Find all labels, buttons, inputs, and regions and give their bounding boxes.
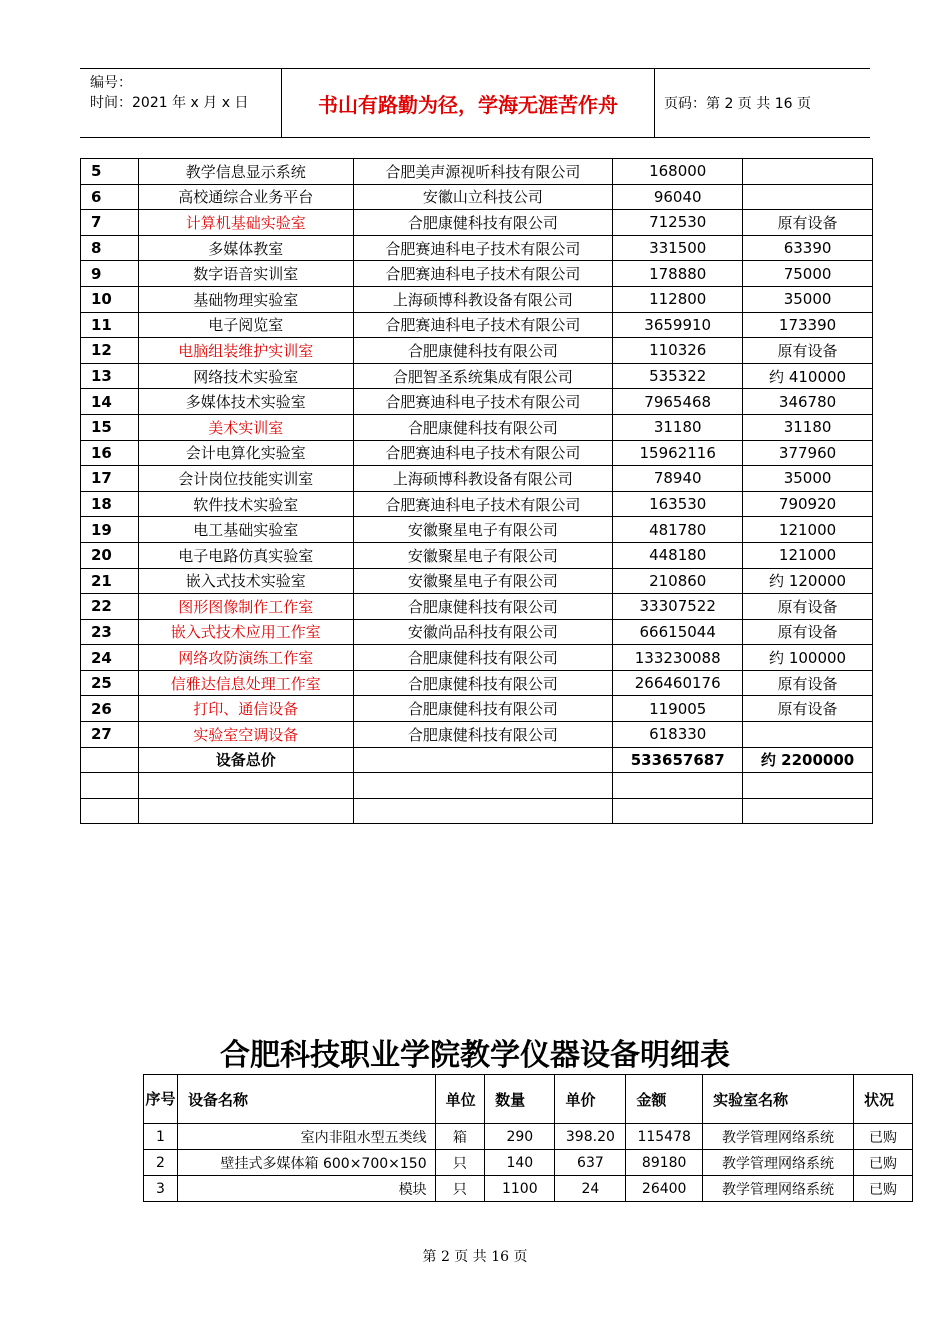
total-blank bbox=[353, 747, 613, 773]
room-name: 数字语音实训室 bbox=[138, 261, 353, 287]
table-row bbox=[81, 696, 873, 722]
column-header: 单位 bbox=[435, 1075, 485, 1124]
cell-lab: 教学管理网络系统 bbox=[703, 1176, 854, 1202]
note-value: 原有设备 bbox=[743, 670, 873, 696]
column-header: 数量 bbox=[485, 1075, 555, 1124]
table-row bbox=[81, 722, 873, 748]
cell-price: 24 bbox=[555, 1176, 626, 1202]
column-header: 实验室名称 bbox=[703, 1075, 854, 1124]
note-value: 346780 bbox=[743, 389, 873, 415]
amount-value: 3659910 bbox=[613, 312, 743, 338]
row-number: 5 bbox=[81, 159, 139, 185]
company-name: 合肥赛迪科电子技术有限公司 bbox=[353, 261, 613, 287]
company-name: 合肥康健科技有限公司 bbox=[353, 722, 613, 748]
equipment-detail-table bbox=[143, 1074, 913, 1202]
cell-seq: 1 bbox=[144, 1124, 178, 1150]
table-row bbox=[81, 466, 873, 492]
amount-value: 210860 bbox=[613, 568, 743, 594]
cell-seq: 3 bbox=[144, 1176, 178, 1202]
room-name: 高校通综合业务平台 bbox=[138, 184, 353, 210]
cell-price: 637 bbox=[555, 1150, 626, 1176]
note-value: 790920 bbox=[743, 491, 873, 517]
company-name: 合肥赛迪科电子技术有限公司 bbox=[353, 440, 613, 466]
amount-value: 112800 bbox=[613, 286, 743, 312]
company-name: 安徽聚星电子有限公司 bbox=[353, 542, 613, 568]
page-title: 合肥科技职业学院教学仪器设备明细表 bbox=[220, 1038, 730, 1073]
empty-cell bbox=[138, 798, 353, 824]
note-value: 约 120000 bbox=[743, 568, 873, 594]
room-name: 打印、通信设备 bbox=[138, 696, 353, 722]
cell-price: 398.20 bbox=[555, 1124, 626, 1150]
header-row bbox=[144, 1075, 913, 1124]
table-row bbox=[81, 363, 873, 389]
room-name: 嵌入式技术应用工作室 bbox=[138, 619, 353, 645]
room-name: 网络攻防演练工作室 bbox=[138, 645, 353, 671]
room-name: 嵌入式技术实验室 bbox=[138, 568, 353, 594]
total-blank bbox=[81, 747, 139, 773]
company-name: 合肥赛迪科电子技术有限公司 bbox=[353, 491, 613, 517]
table-row bbox=[81, 159, 873, 185]
amount-value: 331500 bbox=[613, 235, 743, 261]
company-name: 合肥智圣系统集成有限公司 bbox=[353, 363, 613, 389]
note-value: 原有设备 bbox=[743, 696, 873, 722]
room-name: 电脑组装维护实训室 bbox=[138, 338, 353, 364]
total-label: 设备总价 bbox=[138, 747, 353, 773]
empty-cell bbox=[743, 798, 873, 824]
note-value: 约 100000 bbox=[743, 645, 873, 671]
table-row bbox=[81, 389, 873, 415]
page-header bbox=[80, 68, 870, 138]
room-name: 多媒体技术实验室 bbox=[138, 389, 353, 415]
table-row bbox=[81, 440, 873, 466]
note-value: 35000 bbox=[743, 466, 873, 492]
empty-cell bbox=[353, 773, 613, 799]
row-number: 7 bbox=[81, 210, 139, 236]
empty-cell bbox=[613, 773, 743, 799]
table-row bbox=[81, 491, 873, 517]
room-name: 电子阅览室 bbox=[138, 312, 353, 338]
empty-cell bbox=[81, 773, 139, 799]
amount-value: 535322 bbox=[613, 363, 743, 389]
company-name: 合肥赛迪科电子技术有限公司 bbox=[353, 235, 613, 261]
room-name: 会计岗位技能实训室 bbox=[138, 466, 353, 492]
table-row bbox=[81, 568, 873, 594]
room-name: 电子电路仿真实验室 bbox=[138, 542, 353, 568]
table-row bbox=[144, 1176, 913, 1202]
row-number: 21 bbox=[81, 568, 139, 594]
table-row bbox=[144, 1124, 913, 1150]
row-number: 10 bbox=[81, 286, 139, 312]
amount-value: 31180 bbox=[613, 414, 743, 440]
table-row bbox=[81, 670, 873, 696]
cell-status: 已购 bbox=[853, 1176, 912, 1202]
row-number: 27 bbox=[81, 722, 139, 748]
company-name: 合肥美声源视听科技有限公司 bbox=[353, 159, 613, 185]
empty-cell bbox=[138, 773, 353, 799]
equipment-summary-table bbox=[80, 158, 873, 824]
note-value: 75000 bbox=[743, 261, 873, 287]
cell-status: 已购 bbox=[853, 1150, 912, 1176]
empty-cell bbox=[743, 773, 873, 799]
company-name: 合肥赛迪科电子技术有限公司 bbox=[353, 389, 613, 415]
header-motto: 书山有路勤为径，学海无涯苦作舟 bbox=[282, 69, 655, 137]
note-value: 原有设备 bbox=[743, 619, 873, 645]
amount-value: 163530 bbox=[613, 491, 743, 517]
empty-row bbox=[81, 798, 873, 824]
column-header: 单价 bbox=[555, 1075, 626, 1124]
room-name: 会计电算化实验室 bbox=[138, 440, 353, 466]
number-label: 编号： bbox=[90, 75, 132, 91]
cell-name: 室内非阻水型五类线 bbox=[177, 1124, 435, 1150]
note-value: 63390 bbox=[743, 235, 873, 261]
cell-qty: 140 bbox=[485, 1150, 555, 1176]
company-name: 上海硕博科教设备有限公司 bbox=[353, 466, 613, 492]
column-header: 设备名称 bbox=[177, 1075, 435, 1124]
amount-value: 33307522 bbox=[613, 594, 743, 620]
row-number: 18 bbox=[81, 491, 139, 517]
company-name: 合肥康健科技有限公司 bbox=[353, 594, 613, 620]
amount-value: 96040 bbox=[613, 184, 743, 210]
note-value: 121000 bbox=[743, 542, 873, 568]
note-value bbox=[743, 184, 873, 210]
table-row bbox=[81, 645, 873, 671]
amount-value: 7965468 bbox=[613, 389, 743, 415]
cell-unit: 箱 bbox=[435, 1124, 485, 1150]
column-header: 序号 bbox=[144, 1075, 178, 1124]
row-number: 11 bbox=[81, 312, 139, 338]
room-name: 网络技术实验室 bbox=[138, 363, 353, 389]
total-row bbox=[81, 747, 873, 773]
row-number: 16 bbox=[81, 440, 139, 466]
company-name: 合肥康健科技有限公司 bbox=[353, 338, 613, 364]
amount-value: 66615044 bbox=[613, 619, 743, 645]
company-name: 合肥赛迪科电子技术有限公司 bbox=[353, 312, 613, 338]
amount-value: 133230088 bbox=[613, 645, 743, 671]
total-amount: 533657687 bbox=[613, 747, 743, 773]
table-row bbox=[81, 184, 873, 210]
company-name: 合肥康健科技有限公司 bbox=[353, 645, 613, 671]
cell-name: 壁挂式多媒体箱 600×700×150 bbox=[177, 1150, 435, 1176]
column-header: 金额 bbox=[626, 1075, 703, 1124]
column-header: 状况 bbox=[853, 1075, 912, 1124]
note-value: 173390 bbox=[743, 312, 873, 338]
table-row bbox=[81, 338, 873, 364]
row-number: 19 bbox=[81, 517, 139, 543]
amount-value: 78940 bbox=[613, 466, 743, 492]
amount-value: 15962116 bbox=[613, 440, 743, 466]
note-value: 35000 bbox=[743, 286, 873, 312]
table-row bbox=[81, 542, 873, 568]
cell-total: 26400 bbox=[626, 1176, 703, 1202]
row-number: 26 bbox=[81, 696, 139, 722]
company-name: 合肥康健科技有限公司 bbox=[353, 670, 613, 696]
amount-value: 178880 bbox=[613, 261, 743, 287]
table-row bbox=[81, 619, 873, 645]
cell-total: 115478 bbox=[626, 1124, 703, 1150]
row-number: 8 bbox=[81, 235, 139, 261]
cell-seq: 2 bbox=[144, 1150, 178, 1176]
note-value: 原有设备 bbox=[743, 594, 873, 620]
room-name: 软件技术实验室 bbox=[138, 491, 353, 517]
table-row bbox=[81, 210, 873, 236]
room-name: 教学信息显示系统 bbox=[138, 159, 353, 185]
header-meta bbox=[80, 69, 282, 137]
row-number: 9 bbox=[81, 261, 139, 287]
row-number: 12 bbox=[81, 338, 139, 364]
table-row bbox=[81, 235, 873, 261]
row-number: 22 bbox=[81, 594, 139, 620]
cell-lab: 教学管理网络系统 bbox=[703, 1150, 854, 1176]
room-name: 电工基础实验室 bbox=[138, 517, 353, 543]
empty-cell bbox=[613, 798, 743, 824]
page-footer: 第 2 页 共 16 页 bbox=[422, 1249, 528, 1265]
table-row bbox=[81, 414, 873, 440]
row-number: 13 bbox=[81, 363, 139, 389]
table-row bbox=[144, 1150, 913, 1176]
row-number: 6 bbox=[81, 184, 139, 210]
company-name: 安徽聚星电子有限公司 bbox=[353, 568, 613, 594]
row-number: 14 bbox=[81, 389, 139, 415]
cell-qty: 290 bbox=[485, 1124, 555, 1150]
amount-value: 618330 bbox=[613, 722, 743, 748]
table-row bbox=[81, 594, 873, 620]
note-value: 约 410000 bbox=[743, 363, 873, 389]
company-name: 合肥康健科技有限公司 bbox=[353, 696, 613, 722]
empty-cell bbox=[353, 798, 613, 824]
note-value bbox=[743, 159, 873, 185]
row-number: 15 bbox=[81, 414, 139, 440]
row-number: 23 bbox=[81, 619, 139, 645]
amount-value: 712530 bbox=[613, 210, 743, 236]
amount-value: 266460176 bbox=[613, 670, 743, 696]
company-name: 安徽聚星电子有限公司 bbox=[353, 517, 613, 543]
note-value: 31180 bbox=[743, 414, 873, 440]
table-row bbox=[81, 286, 873, 312]
header-page-label: 页码：第 2 页 共 16 页 bbox=[664, 96, 811, 112]
amount-value: 481780 bbox=[613, 517, 743, 543]
room-name: 图形图像制作工作室 bbox=[138, 594, 353, 620]
cell-unit: 只 bbox=[435, 1150, 485, 1176]
room-name: 实验室空调设备 bbox=[138, 722, 353, 748]
amount-value: 119005 bbox=[613, 696, 743, 722]
room-name: 信雅达信息处理工作室 bbox=[138, 670, 353, 696]
note-value bbox=[743, 722, 873, 748]
room-name: 美术实训室 bbox=[138, 414, 353, 440]
amount-value: 110326 bbox=[613, 338, 743, 364]
table-row bbox=[81, 261, 873, 287]
note-value: 377960 bbox=[743, 440, 873, 466]
cell-qty: 1100 bbox=[485, 1176, 555, 1202]
note-value: 121000 bbox=[743, 517, 873, 543]
row-number: 20 bbox=[81, 542, 139, 568]
company-name: 安徽尚品科技有限公司 bbox=[353, 619, 613, 645]
table-row bbox=[81, 312, 873, 338]
company-name: 安徽山立科技公司 bbox=[353, 184, 613, 210]
room-name: 多媒体教室 bbox=[138, 235, 353, 261]
time-label: 时间：2021 年 x 月 x 日 bbox=[90, 95, 249, 111]
amount-value: 168000 bbox=[613, 159, 743, 185]
room-name: 计算机基础实验室 bbox=[138, 210, 353, 236]
cell-name: 模块 bbox=[177, 1176, 435, 1202]
row-number: 17 bbox=[81, 466, 139, 492]
total-note: 约 2200000 bbox=[743, 747, 873, 773]
empty-row bbox=[81, 773, 873, 799]
cell-unit: 只 bbox=[435, 1176, 485, 1202]
cell-status: 已购 bbox=[853, 1124, 912, 1150]
company-name: 上海硕博科教设备有限公司 bbox=[353, 286, 613, 312]
room-name: 基础物理实验室 bbox=[138, 286, 353, 312]
company-name: 合肥康健科技有限公司 bbox=[353, 414, 613, 440]
amount-value: 448180 bbox=[613, 542, 743, 568]
row-number: 24 bbox=[81, 645, 139, 671]
cell-total: 89180 bbox=[626, 1150, 703, 1176]
row-number: 25 bbox=[81, 670, 139, 696]
company-name: 合肥康健科技有限公司 bbox=[353, 210, 613, 236]
note-value: 原有设备 bbox=[743, 210, 873, 236]
cell-lab: 教学管理网络系统 bbox=[703, 1124, 854, 1150]
empty-cell bbox=[81, 798, 139, 824]
note-value: 原有设备 bbox=[743, 338, 873, 364]
table-row bbox=[81, 517, 873, 543]
